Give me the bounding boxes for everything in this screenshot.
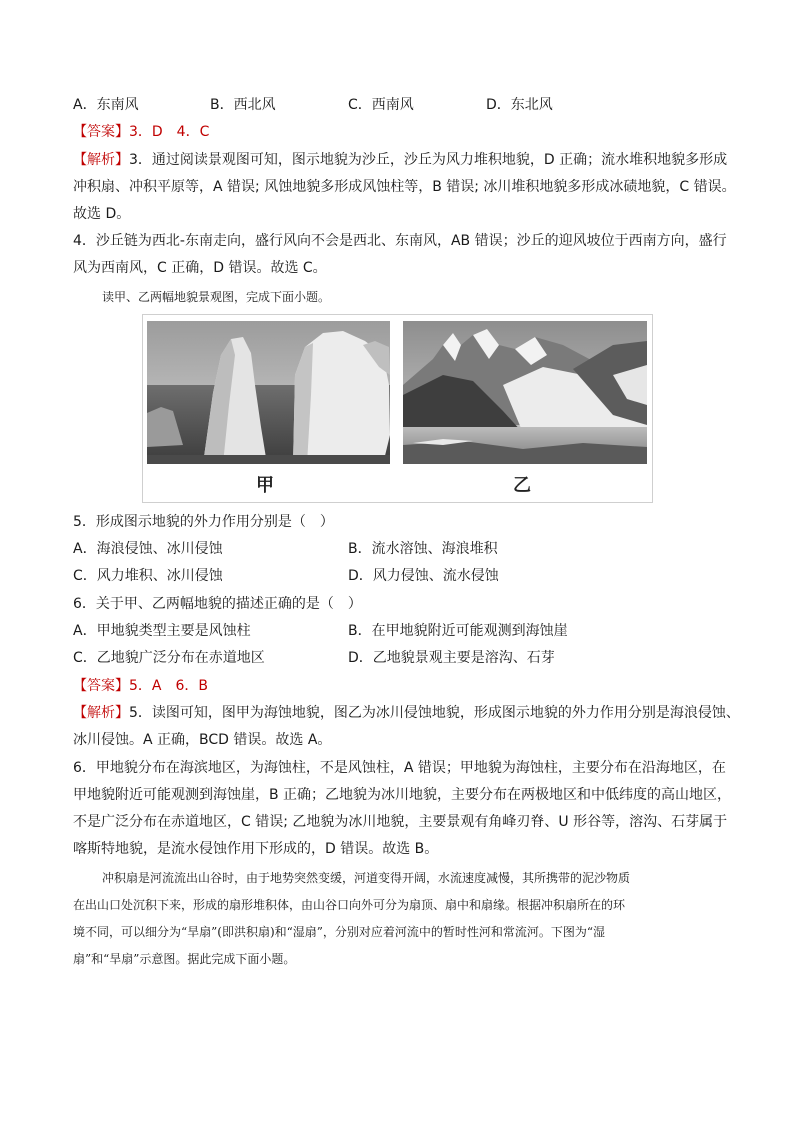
q6-option-d: D．乙地貌景观主要是溶沟、石芽 xyxy=(348,650,555,666)
answer-tag: 【答案】 xyxy=(73,124,129,140)
q6-option-c: C．乙地貌广泛分布在赤道地区 xyxy=(73,650,265,666)
q5-option-c: C．风力堆积、冰川侵蚀 xyxy=(73,568,223,584)
sea-stack-photo xyxy=(147,321,390,464)
answer-tag: 【答案】 xyxy=(73,678,129,694)
figure-label-yi: 乙 xyxy=(513,475,531,496)
q6-stem: 6．关于甲、乙两幅地貌的描述正确的是（ ） xyxy=(73,596,362,612)
analysis2-line-2: 冰川侵蚀。A 正确，BCD 错误。故选 A。 xyxy=(73,732,332,748)
analysis-tag: 【解析】 xyxy=(73,705,129,721)
analysis2-line-3: 6．甲地貌分布在海滨地区，为海蚀柱，不是风蚀柱，A 错误；甲地貌为海蚀柱，主要分布在沿海地区，在 xyxy=(73,760,726,776)
landform-figure xyxy=(142,314,653,503)
analysis1-line-5: 风为西南风，C 正确，D 错误。故选 C。 xyxy=(73,260,327,276)
analysis1-line-1: 【解析】3．通过阅读景观图可知，图示地貌为沙丘，沙丘为风力堆积地貌，D 正确；流水堆积地貌多形成 xyxy=(73,152,728,168)
q5-option-a: A．海浪侵蚀、冰川侵蚀 xyxy=(73,541,223,557)
figure-label-jia: 甲 xyxy=(256,475,274,496)
q5-option-d: D．风力侵蚀、流水侵蚀 xyxy=(348,568,499,584)
landform-photos xyxy=(143,315,652,502)
glacial-valley-photo xyxy=(403,321,647,464)
analysis1-line-3: 故选 D。 xyxy=(73,206,131,222)
answer-line-2 xyxy=(73,676,208,696)
q6-option-a: A．甲地貌类型主要是风蚀柱 xyxy=(73,623,251,639)
intro3-line-4: 扇”和“旱扇”示意图。据此完成下面小题。 xyxy=(73,952,296,966)
answer-text: 5．A 6．B xyxy=(129,678,208,694)
analysis2-line-1: 【解析】5．读图可知，图甲为海蚀地貌，图乙为冰川侵蚀地貌，形成图示地貌的外力作用分别是海浪侵蚀、 xyxy=(73,705,740,721)
analysis2-line-6: 喀斯特地貌，是流水侵蚀作用下形成的，D 错误。故选 B。 xyxy=(73,841,439,857)
intro-question-group-2: 读甲、乙两幅地貌景观图，完成下面小题。 xyxy=(102,290,331,304)
analysis1-line-2: 冲积扇、冲积平原等，A 错误; 风蚀地貌多形成风蚀柱等，B 错误; 冰川堆积地貌多形成冰碛地貌，C 错误。 xyxy=(73,179,736,195)
q5-stem: 5．形成图示地貌的外力作用分别是（ ） xyxy=(73,514,334,530)
analysis1-line-4: 4．沙丘链为西北-东南走向，盛行风向不会是西北、东南风，AB 错误；沙丘的迎风坡位于西南方向，盛行 xyxy=(73,233,727,249)
intro3-line-3: 境不同，可以细分为“旱扇”(即洪积扇)和“湿扇”，分别对应着河流中的暂时性河和常流河。下图为“湿 xyxy=(73,925,606,939)
analysis-tag: 【解析】 xyxy=(73,152,129,168)
answer-text: 3．D 4．C xyxy=(129,124,210,140)
answer-line-1 xyxy=(73,122,209,142)
q4-option-c: C．西南风 xyxy=(348,97,414,113)
intro3-line-1: 冲积扇是河流流出山谷时，由于地势突然变缓，河道变得开阔，水流速度减慢，其所携带的泥沙物质 xyxy=(102,871,631,885)
intro3-line-2: 在出山口处沉积下来，形成的扇形堆积体，由山谷口向外可分为扇顶、扇中和扇缘。根据冲积扇所在的环 xyxy=(73,898,626,912)
q4-option-a: A．东南风 xyxy=(73,97,139,113)
q5-option-b: B．流水溶蚀、海浪堆积 xyxy=(348,541,498,557)
analysis2-line-4: 甲地貌附近可能观测到海蚀崖，B 正确；乙地貌为冰川地貌，主要分布在两极地区和中低纬度的高山地区， xyxy=(73,787,732,803)
q4-option-d: D．东北风 xyxy=(486,97,553,113)
analysis2-line-5: 不是广泛分布在赤道地区，C 错误; 乙地貌为冰川地貌，主要景观有角峰刃脊、U 形谷等，溶沟、石芽属于 xyxy=(73,814,728,830)
q6-option-b: B．在甲地貌附近可能观测到海蚀崖 xyxy=(348,623,568,639)
q4-option-b: B．西北风 xyxy=(210,97,276,113)
